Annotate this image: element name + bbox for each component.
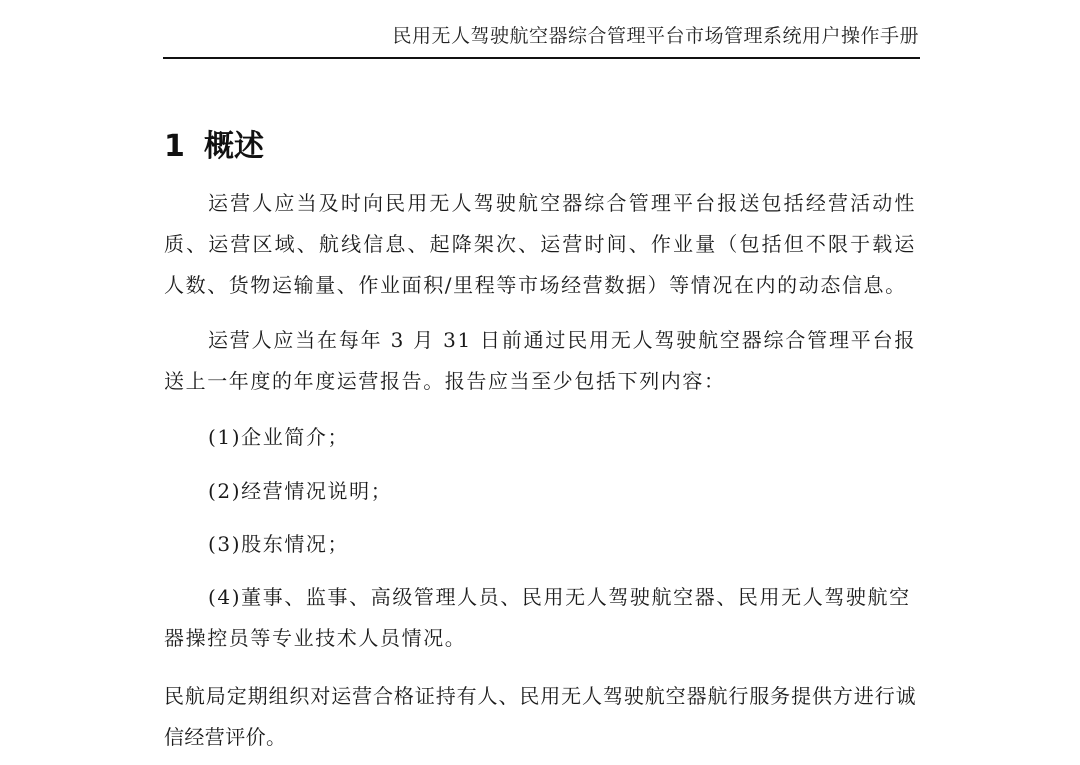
paragraph-annual-report: 运营人应当在每年 3 月 31 日前通过民用无人驾驶航空器综合管理平台报送上一年度的年度运营报告。报告应当至少包括下列内容： <box>164 328 916 393</box>
list-item-company-profile: (1)企业简介； <box>208 425 350 449</box>
section-heading <box>164 124 264 170</box>
list-item-personnel: (4)董事、监事、高级管理人员、民用无人驾驶航空器、民用无人驾驶航空器操控员等专业技术人员情况。 <box>164 585 911 650</box>
section-title: 概述 <box>204 129 264 164</box>
list-item-shareholders: (3)股东情况； <box>208 532 350 556</box>
paragraph-dynamic-info: 运营人应当及时向民用无人驾驶航空器综合管理平台报送包括经营活动性质、运营区域、航线信息、起降架次、运营时间、作业量（包括但不限于载运人数、货物运输量、作业面积/里程等市场经营数据）等情况在内的动态信息。 <box>164 191 916 297</box>
section-number: 1 <box>164 129 185 164</box>
list-item-operations: (2)经营情况说明； <box>208 479 393 503</box>
header-rule <box>163 57 920 59</box>
running-header: 民用无人驾驶航空器综合管理平台市场管理系统用户操作手册 <box>392 25 919 47</box>
paragraph-integrity-evaluation: 民航局定期组织对运营合格证持有人、民用无人驾驶航空器航行服务提供方进行诚信经营评价。 <box>164 684 916 749</box>
